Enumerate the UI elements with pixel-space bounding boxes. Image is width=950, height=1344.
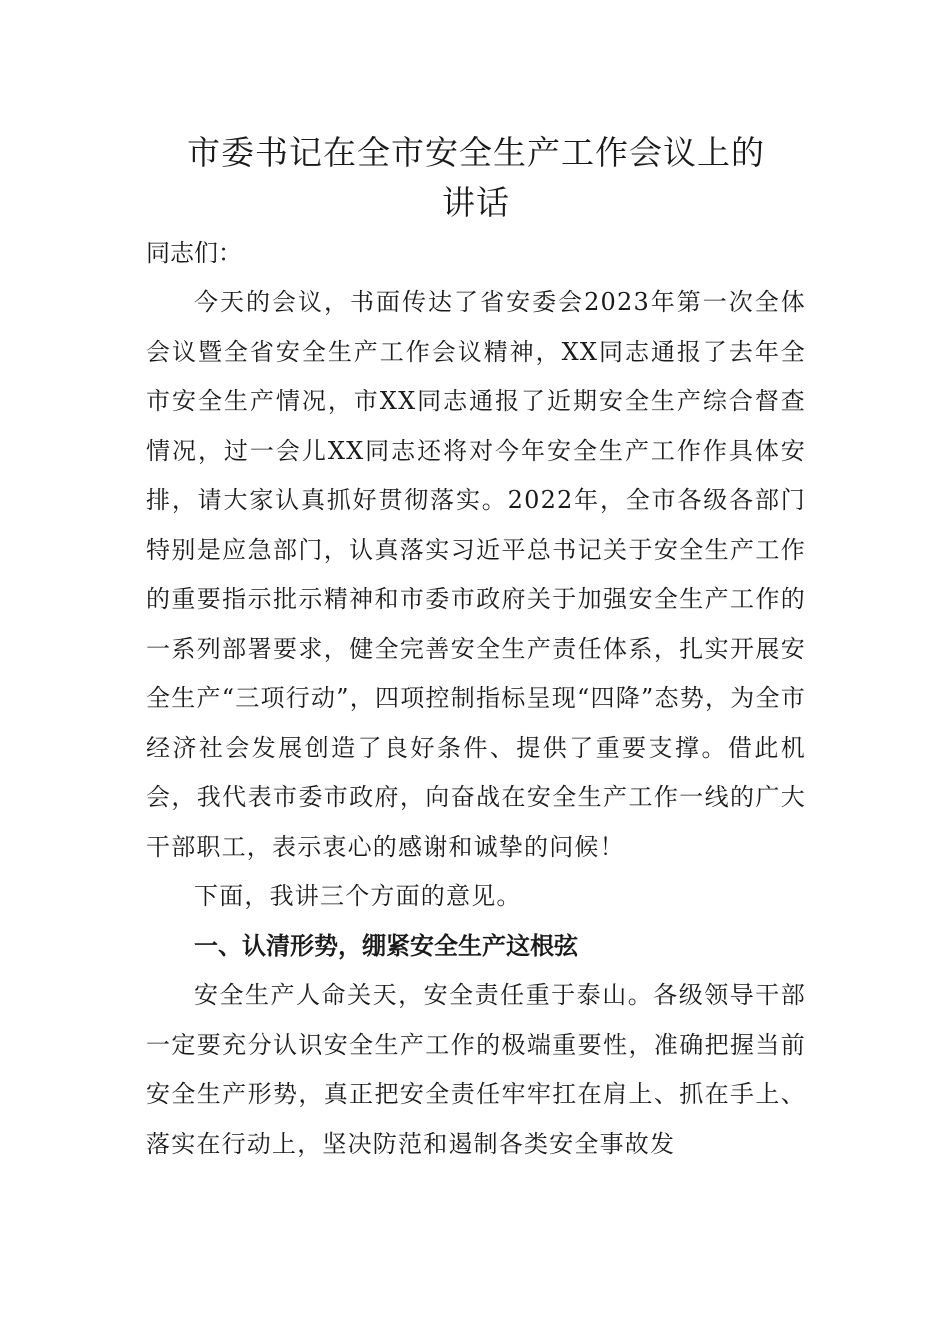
- section-heading-1: 一、认清形势，绷紧安全生产这根弦: [194, 931, 578, 960]
- salutation: 同志们：: [146, 239, 242, 267]
- paragraph-opening: 今天的会议，书面传达了省安委会2023年第一次全体会议暨全省安全生产工作会议精神，XX同志通报了去年全市安全生产情况，市XX同志通报了近期安全生产综合督查情况，过一会儿XX同志还将对今年安全生产工作作具体安排，请大家认真抓好贯彻落实。2022年，全市各级各部门特别是应急部门，认真落实习近平总书记关于安全生产工作的重要指示批示精神和市委市政府关于加强安全生产工作的一系列部署要求，健全完善安全生产责任体系，扎实开展安全生产“三项行动”，四项控制指标呈现“四降”态势，为全市经济社会发展创造了良好条件、提供了重要支撑。借此机会，我代表市委市政府，向奋战在安全生产工作一线的广大干部职工，表示衷心的感谢和诚挚的问候！: [146, 288, 806, 861]
- title-line-2: 讲话: [442, 183, 510, 222]
- document-page: [146, 128, 806, 1169]
- title-line-1: 市委书记在全市安全生产工作会议上的: [187, 133, 765, 172]
- paragraph-transition: 下面，我讲三个方面的意见。: [194, 882, 522, 910]
- paragraph-section-1: 安全生产人命关天，安全责任重于泰山。各级领导干部一定要充分认识安全生产工作的极端重要性，准确把握当前安全生产形势，真正把安全责任牢牢扛在肩上、抓在手上、落实在行动上，坚决防范和遏制各类安全事故发: [146, 981, 806, 1158]
- document-title: [146, 128, 806, 228]
